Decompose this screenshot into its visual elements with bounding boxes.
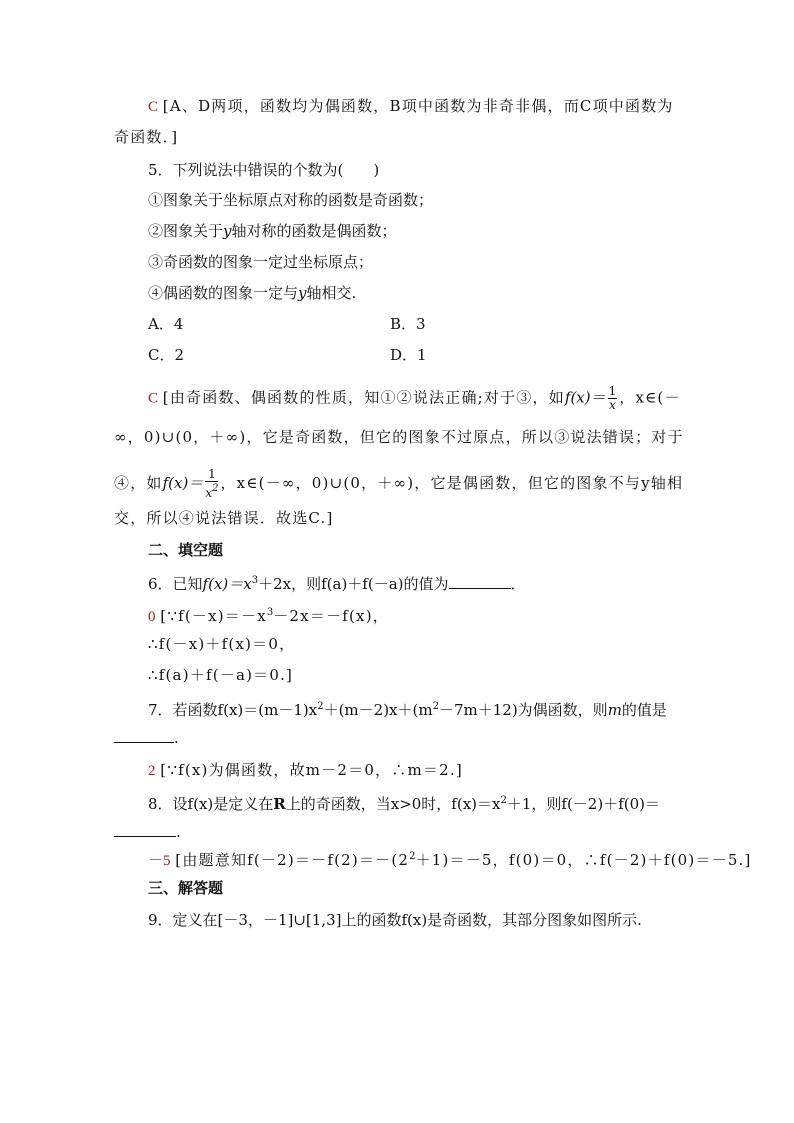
q6-stem-end: ． [510,575,526,593]
q5-s2-post: 轴对称的函数是偶函数； [231,222,397,240]
q5-stem: 5．下列说法中错误的个数为( ) [148,161,380,179]
frac2-den-var: x [205,486,213,500]
q8-bold-r: R [273,795,286,813]
q8-answer-text-a: [由题意知f(－2)＝－f(2)＝－(2 [175,851,410,869]
q5-s4-post: 轴相交. [306,284,357,302]
q8-answer-blank [114,822,176,837]
q8-stem-b: 上的奇函数，当x>0时，f(x)＝x [285,795,501,813]
q8-stem-end: . [176,823,181,841]
q5-s2-var: y [223,222,232,240]
q4-answer-letter: C [148,99,159,115]
q6-answer-value: 0 [148,609,156,625]
q6-answer-line2: ∴f(－x)＋f(x)＝0， [148,635,296,653]
q5-answer-line2: ∞，0)∪(0，＋∞)，它是奇函数，但它的图象不过原点，所以③说法错误；对于 [114,428,684,446]
q5-option-a: A．4 [148,315,184,333]
q8-answer-exp: 2 [409,851,416,862]
frac2-den-exp: 2 [212,483,219,494]
q8-answer-value: －5 [148,853,171,869]
q7-stem-d: 的值是 [621,701,667,719]
q7-blank-line [114,728,179,748]
q8-answer [148,847,752,871]
q5-s4-var: y [298,284,307,302]
q5-answer-l1-fx: f(x)＝ [564,388,606,407]
q5-option-b: B．3 [390,315,426,333]
q7-answer-blank [114,728,174,743]
q5-answer-l1-pre: [由奇函数、偶函数的性质，知①②说法正确;对于③，如 [162,388,565,407]
q6-stem-fx: f(x)＝x [202,575,252,593]
q8-exp: 2 [500,795,507,806]
frac1-den: x [609,398,616,412]
q5-option-d: D．1 [390,346,427,364]
q5-answer-l3-fx: f(x)＝ [162,474,204,492]
q6-stem [148,571,526,594]
q5-option-c: C．2 [148,346,185,364]
q5-answer-l3-pre: ④，如 [114,474,163,492]
q7-stem-b: ＋(m－2)x＋(m [323,701,433,719]
frac2-num: 1 [205,468,218,482]
q7-exp-b: 2 [432,701,439,712]
q5-s2-pre: ②图象关于 [148,222,224,240]
q7-var-m: m [607,701,622,719]
q6-stem-exp: 3 [251,575,259,586]
q5-statement-4 [148,283,356,303]
q5-answer-line3 [114,468,683,500]
q7-answer-value: 2 [148,763,156,779]
q5-answer-letter: C [148,390,159,407]
q5-answer-line1 [148,385,681,412]
q5-answer-fraction-2 [205,468,218,500]
q8-stem-a: 8．设f(x)是定义在 [148,795,274,813]
q9-stem: 9．定义在[－3，－1]∪[1,3]上的函数f(x)是奇函数，其部分图象如图所示. [148,911,642,929]
q8-stem-c: ＋1，则f(－2)＋f(0)＝ [506,795,661,813]
q8-answer-text-b: ＋1)＝－5，f(0)＝0，∴f(－2)＋f(0)＝－5.] [415,851,752,869]
section-2-heading: 二、填空题 [148,541,224,559]
q7-stem-a: 7．若函数f(x)＝(m－1)x [148,701,318,719]
q4-answer-text: [A、D两项，函数均为偶函数，B项中函数为非奇非偶，而C项中函数为 [162,97,674,115]
q5-answer-fraction-1 [608,385,618,412]
q4-answer-line2: 奇函数．] [114,128,179,146]
q8-blank-line [114,822,181,842]
q5-answer-l1-post: ，x∈(－ [619,388,681,407]
q5-statement-1: ①图象关于坐标原点对称的函数是奇函数； [148,191,434,209]
q6-answer-line1 [148,603,389,627]
q5-answer-l3-post: ，x∈(－∞，0)∪(0，＋∞)，它是偶函数，但它的图象不与y轴相 [220,474,684,492]
q7-answer-text: [∵f(x)为偶函数，故m－2＝0，∴m＝2.] [160,761,463,779]
q5-statement-3: ③奇函数的图象一定过坐标原点； [148,253,374,271]
q7-stem-end: . [174,729,179,747]
q8-stem [148,791,660,814]
q6-answer-l1-pre: [∵f(－x)＝－x [160,607,267,625]
q7-exp-a: 2 [317,701,324,712]
q5-answer-line4: 交，所以④说法错误．故选C.] [114,509,334,527]
q6-answer-l1-exp: 3 [266,607,274,618]
q7-stem [148,697,667,720]
q6-stem-mid: ＋2x，则f(a)＋f(－a)的值为 [258,575,449,593]
q5-statement-2 [148,221,397,241]
q7-answer [148,760,463,781]
frac1-num: 1 [608,384,617,398]
q7-stem-c: －7m＋12)为偶函数，则 [438,701,608,719]
section-3-heading: 三、解答题 [148,879,224,897]
q6-answer-blank [449,574,511,589]
q6-answer-l1-post: －2x＝－f(x)， [273,607,389,625]
q6-stem-pre: 6．已知 [148,575,203,593]
q6-answer-line3: ∴f(a)＋f(－a)＝0.] [148,666,294,684]
q5-s4-pre: ④偶函数的图象一定与 [148,284,299,302]
q4-answer-line1 [148,96,674,117]
frac2-den [205,482,218,500]
